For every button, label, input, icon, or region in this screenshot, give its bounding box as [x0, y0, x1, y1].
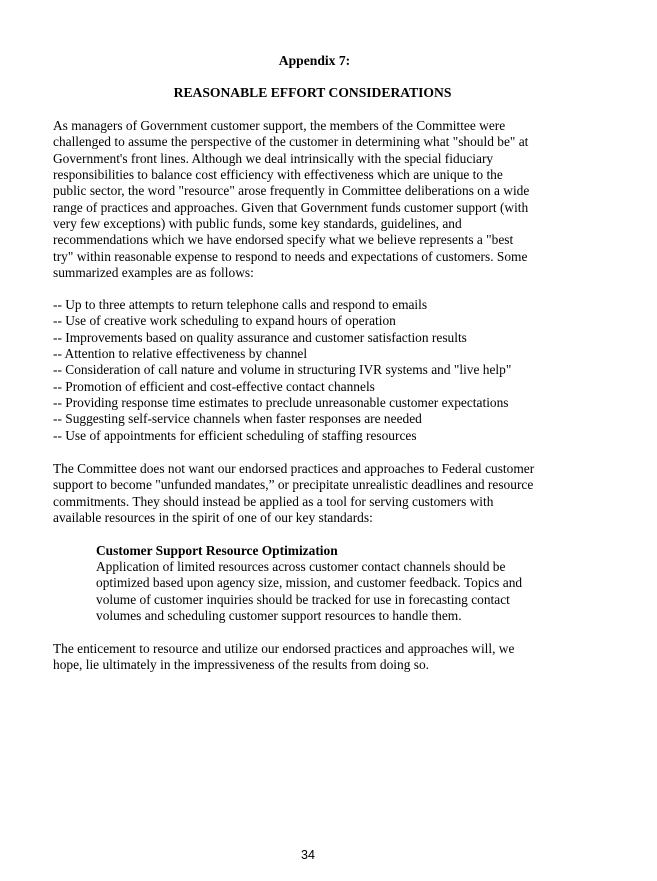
list-item: -- Use of creative work scheduling to expand hours of operation	[53, 313, 396, 329]
text-line: responsibilities to balance cost efficiency with effectiveness which are unique to the	[53, 167, 503, 183]
text-line: hope, lie ultimately in the impressiveness of the results from doing so.	[53, 657, 429, 673]
standard-block	[96, 543, 596, 624]
page-number: 34	[301, 848, 315, 862]
list-item: -- Consideration of call nature and volume in structuring IVR systems and "live help"	[53, 362, 512, 378]
examples-list	[53, 297, 613, 444]
text-line: The enticement to resource and utilize our endorsed practices and approaches will, we	[53, 641, 515, 656]
committee-paragraph	[53, 461, 613, 526]
text-line: public sector, the word "resource" arose frequently in Committee deliberations on a wide	[53, 183, 530, 199]
text-line: recommendations which we have endorsed specify what we believe represents a "best	[53, 232, 514, 248]
list-item: -- Promotion of efficient and cost-effective contact channels	[53, 378, 375, 394]
text-line: try" within reasonable expense to respond to needs and expectations of customers. Some	[53, 248, 528, 264]
list-item: -- Suggesting self-service channels when faster responses are needed	[53, 411, 422, 427]
text-line: volume of customer inquiries should be tracked for use in forecasting contact	[96, 591, 510, 607]
list-item: -- Improvements based on quality assurance and customer satisfaction results	[53, 329, 467, 345]
text-line: Government's front lines. Although we deal intrinsically with the special fiduciary	[53, 150, 494, 166]
closing-paragraph	[53, 641, 613, 674]
list-item: -- Providing response time estimates to preclude unreasonable customer expectations	[53, 395, 509, 411]
text-line: very few exceptions) with public funds, some key standards, guidelines, and	[53, 216, 462, 232]
list-item: -- Use of appointments for efficient scheduling of staffing resources	[53, 427, 417, 443]
text-line: Application of limited resources across customer contact channels should be	[96, 559, 506, 575]
text-line: support to become "unfunded mandates,” or precipitate unrealistic deadlines and resource	[53, 477, 534, 493]
list-item: -- Attention to relative effectiveness by channel	[53, 346, 308, 362]
standard-body	[96, 559, 596, 624]
text-line: commitments. They should instead be applied as a tool for serving customers with	[53, 493, 494, 509]
text-line: The Committee does not want our endorsed practices and approaches to Federal customer	[53, 461, 535, 476]
list-item: -- Up to three attempts to return telephone calls and respond to emails	[53, 297, 428, 312]
text-line: volumes and scheduling customer support resources to handle them.	[96, 607, 462, 623]
appendix-title: Appendix 7:	[278, 53, 351, 68]
text-line: As managers of Government customer support, the members of the Committee were	[53, 118, 506, 133]
text-line: available resources in the spirit of one of our key standards:	[53, 510, 373, 526]
standard-title: Customer Support Resource Optimization	[96, 543, 338, 558]
intro-paragraph	[53, 118, 613, 281]
section-title: REASONABLE EFFORT CONSIDERATIONS	[173, 85, 452, 100]
text-line: range of practices and approaches. Given that Government funds customer support (with	[53, 199, 529, 215]
text-line: summarized examples are as follows:	[53, 265, 254, 281]
text-line: challenged to assume the perspective of the customer in determining what "should be" at	[53, 134, 529, 150]
text-line: optimized based upon agency size, mission, and customer feedback. Topics and	[96, 575, 523, 591]
